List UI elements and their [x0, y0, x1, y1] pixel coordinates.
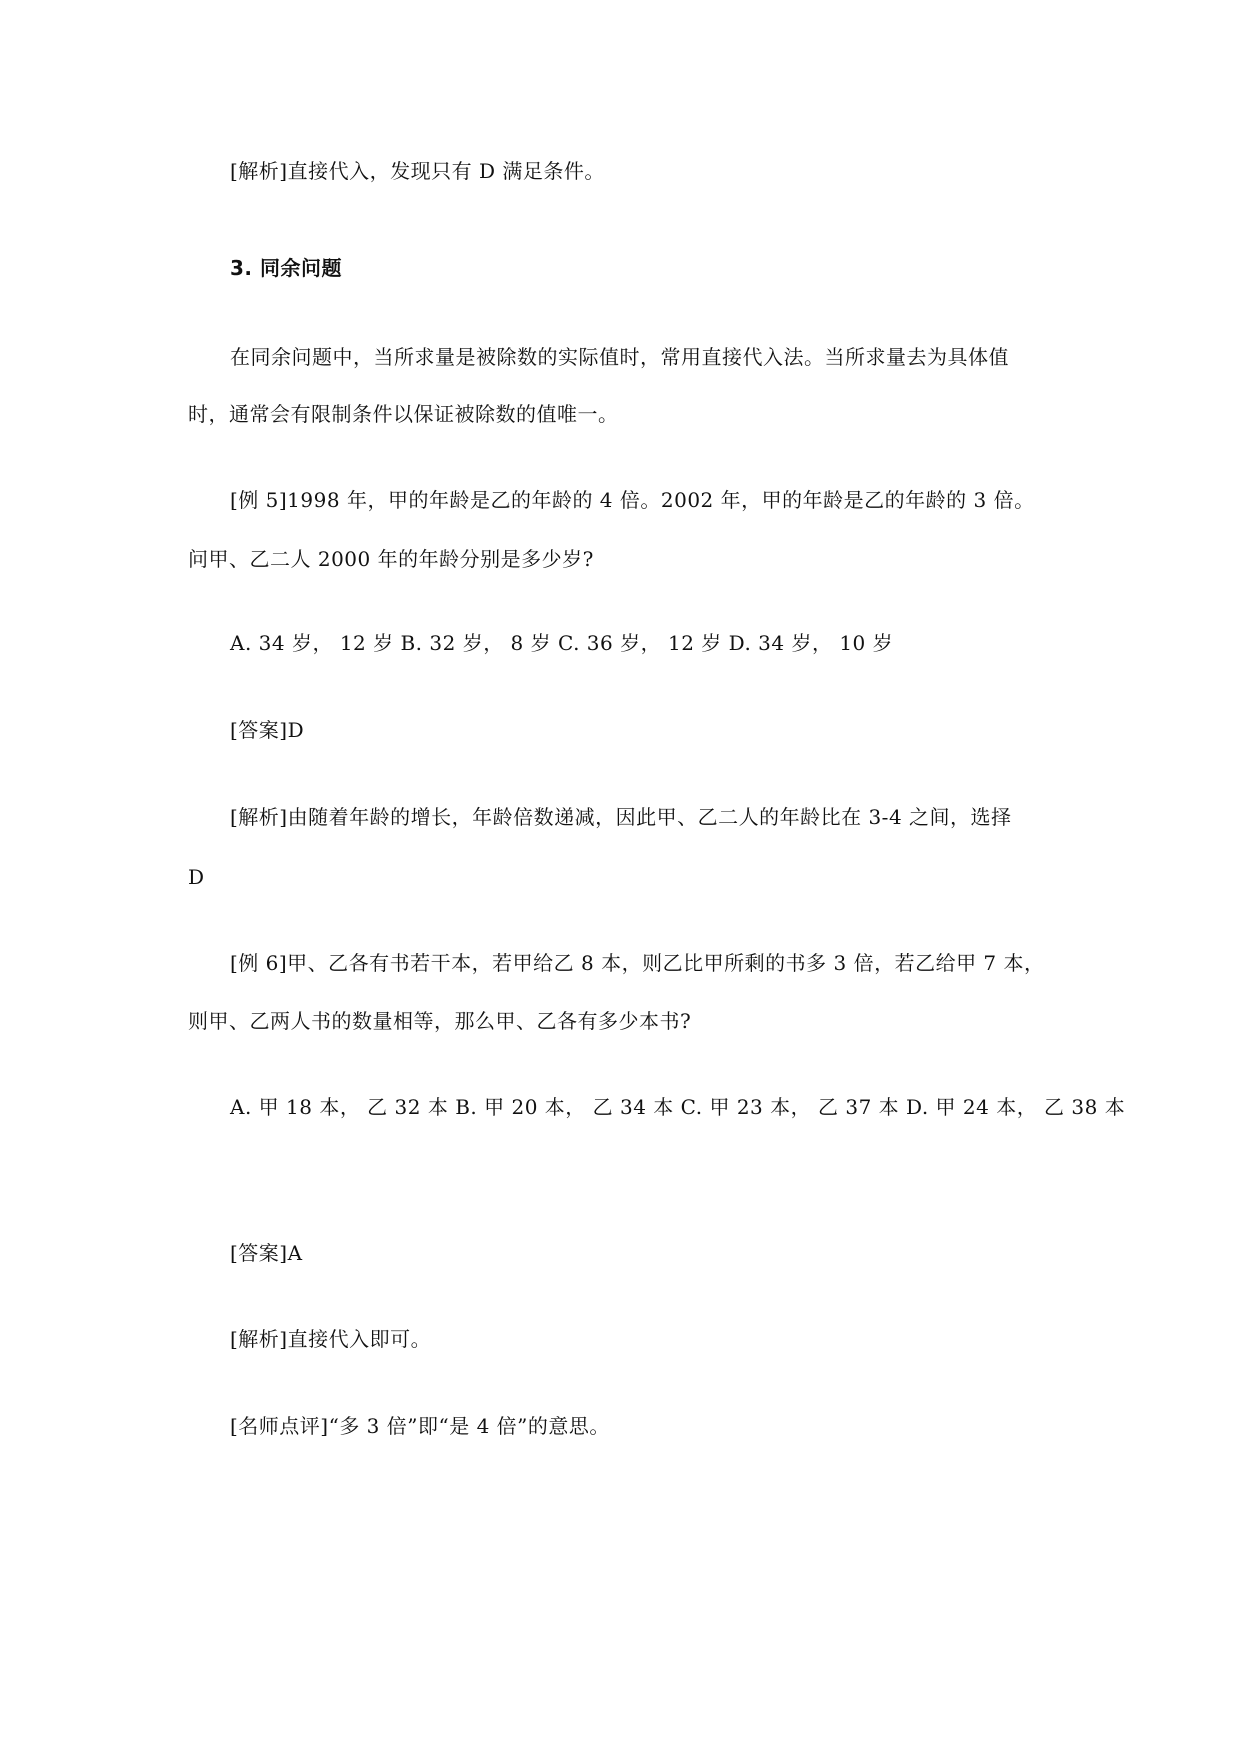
example-6-question-line-1: [例 6]甲、乙各有书若干本，若甲给乙 8 本，则乙比甲所剩的书多 3 倍，若乙给甲 7 本， [230, 951, 1045, 975]
example-5-analysis-line-1: [解析]由随着年龄的增长，年龄倍数递减，因此甲、乙二人的年龄比在 3-4 之间，选择 [230, 805, 1012, 829]
example-5-question-line-2: 问甲、乙二人 2000 年的年龄分别是多少岁? [188, 547, 594, 571]
intro-paragraph-line-2: 时，通常会有限制条件以保证被除数的值唯一。 [188, 402, 619, 426]
example-6-options: A. 甲 18 本， 乙 32 本 B. 甲 20 本， 乙 34 本 C. 甲 23 本， 乙 37 本 D. 甲 24 本， 乙 38 本 [230, 1095, 1126, 1119]
example-5-options: A. 34 岁， 12 岁 B. 32 岁， 8 岁 C. 36 岁， 12 岁 D. 34 岁， 10 岁 [230, 631, 894, 655]
example-5-answer: [答案]D [230, 718, 305, 742]
example-6-question-line-2: 则甲、乙两人书的数量相等，那么甲、乙各有多少本书? [188, 1009, 692, 1033]
section-heading: 3. 同余问题 [230, 256, 342, 280]
example-6-answer: [答案]A [230, 1241, 303, 1265]
intro-paragraph-line-1: 在同余问题中，当所求量是被除数的实际值时，常用直接代入法。当所求量去为具体值 [230, 345, 1009, 369]
example-5-analysis-line-2: D [188, 865, 205, 889]
example-5-question-line-1: [例 5]1998 年，甲的年龄是乙的年龄的 4 倍。2002 年，甲的年龄是乙的年龄的 3 倍。 [230, 488, 1035, 512]
analysis-paragraph-1: [解析]直接代入，发现只有 D 满足条件。 [230, 159, 605, 183]
teacher-comment: [名师点评]“多 3 倍”即“是 4 倍”的意思。 [230, 1414, 610, 1438]
example-6-analysis: [解析]直接代入即可。 [230, 1327, 432, 1351]
